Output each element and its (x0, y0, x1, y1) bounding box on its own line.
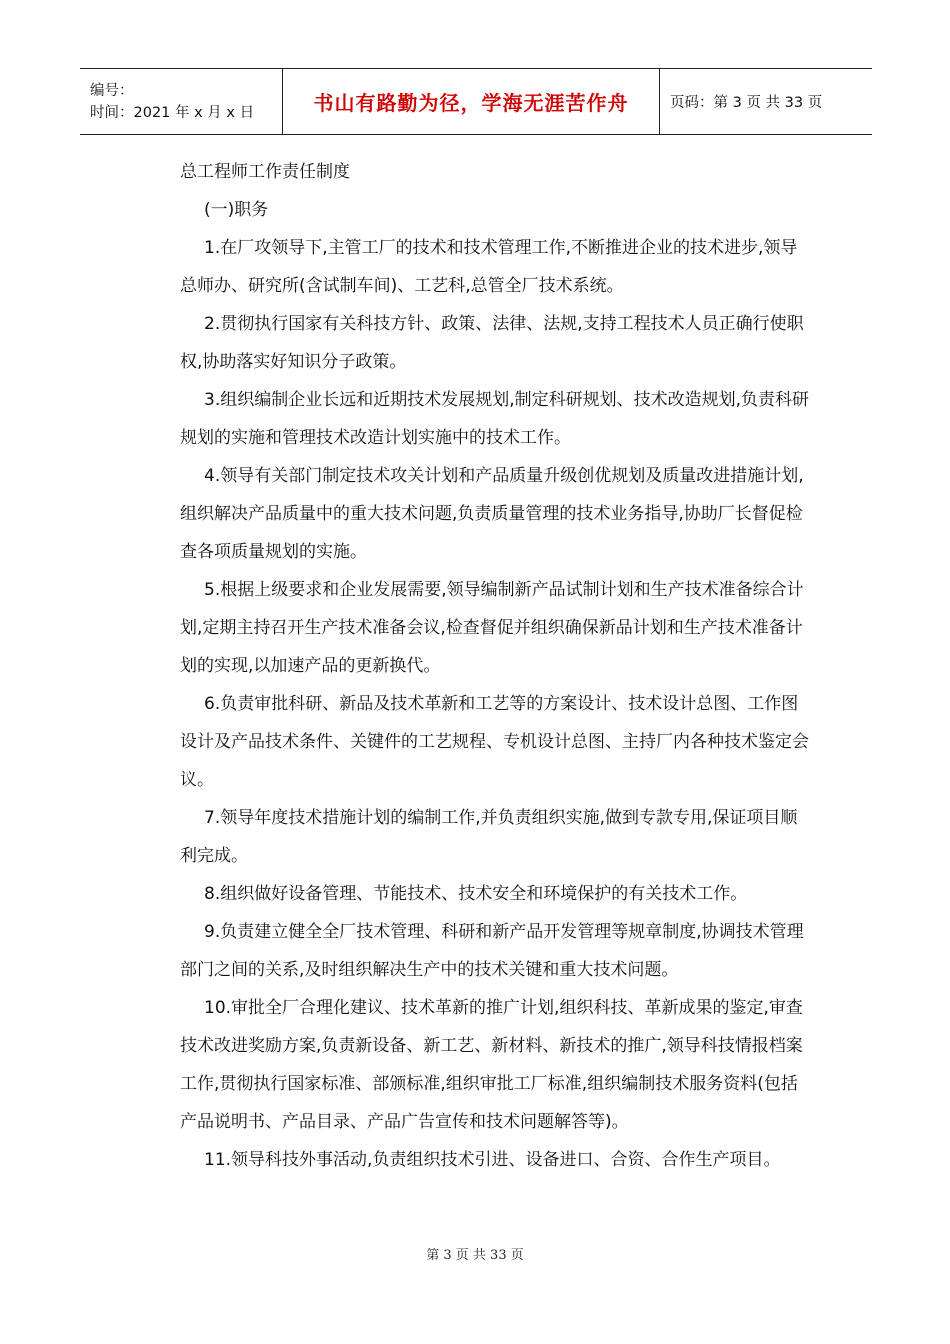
document-code-label: 编号： (90, 82, 134, 99)
header-page-cell (660, 69, 873, 135)
header-meta-cell (80, 69, 283, 135)
paragraph-2: 2.贯彻执行国家有关科技方针、政策、法律、法规,支持工程技术人员正确行使职权,协助落实好知识分子政策。 (180, 314, 804, 372)
paragraph-8: 8.组织做好设备管理、节能技术、技术安全和环境保护的有关技术工作。 (204, 884, 748, 904)
document-title: 总工程师工作责任制度 (180, 162, 350, 182)
page-footer: 第 3 页 共 33 页 (426, 1248, 524, 1263)
header-table (80, 68, 872, 135)
paragraph-11: 11.领导科技外事活动,负责组织技术引进、设备进口、合资、合作生产项目。 (204, 1150, 781, 1170)
paragraph-6: 6.负责审批科研、新品及技术革新和工艺等的方案设计、技术设计总图、工作图设计及产品技术条件、关键件的工艺规程、专机设计总图、主持厂内各种技术鉴定会议。 (180, 694, 809, 790)
header-page-info: 页码：第 3 页 共 33 页 (670, 95, 823, 111)
paragraph-10: 10.审批全厂合理化建议、技术革新的推广计划,组织科技、革新成果的鉴定,审查技术改进奖励方案,负责新设备、新工艺、新材料、新技术的推广,领导科技情报档案工作,贯彻执行国家标准、部颁标准,组织审批工厂标准,组织编制技术服务资料(包括产品说明书、产品目录、产品广告宣传和技术问题解答等)。 (180, 998, 803, 1132)
paragraph-9: 9.负责建立健全全厂技术管理、科研和新产品开发管理等规章制度,协调技术管理部门之间的关系,及时组织解决生产中的技术关键和重大技术问题。 (180, 922, 804, 980)
document-body (180, 153, 810, 1179)
paragraph-7: 7.领导年度技术措施计划的编制工作,并负责组织实施,做到专款专用,保证项目顺利完成。 (180, 808, 798, 866)
paragraph-1: 1.在厂攻领导下,主管工厂的技术和技术管理工作,不断推进企业的技术进步,领导总师办、研究所(含试制车间)、工艺科,总管全厂技术系统。 (180, 238, 798, 296)
section-heading: (一)职务 (204, 200, 269, 220)
header-motto: 书山有路勤为径，学海无涯苦作舟 (313, 91, 629, 115)
document-time-label: 时间：2021 年 x 月 x 日 (90, 104, 255, 121)
header-motto-cell (283, 69, 660, 135)
paragraph-4: 4.领导有关部门制定技术攻关计划和产品质量升级创优规划及质量改进措施计划,组织解决产品质量中的重大技术问题,负责质量管理的技术业务指导,协助厂长督促检查各项质量规划的实施。 (180, 466, 804, 562)
paragraph-3: 3.组织编制企业长远和近期技术发展规划,制定科研规划、技术改造规划,负责科研规划的实施和管理技术改造计划实施中的技术工作。 (180, 390, 810, 448)
paragraph-5: 5.根据上级要求和企业发展需要,领导编制新产品试制计划和生产技术准备综合计划,定期主持召开生产技术准备会议,检查督促并组织确保新品计划和生产技术准备计划的实现,以加速产品的更新换代。 (180, 580, 804, 676)
